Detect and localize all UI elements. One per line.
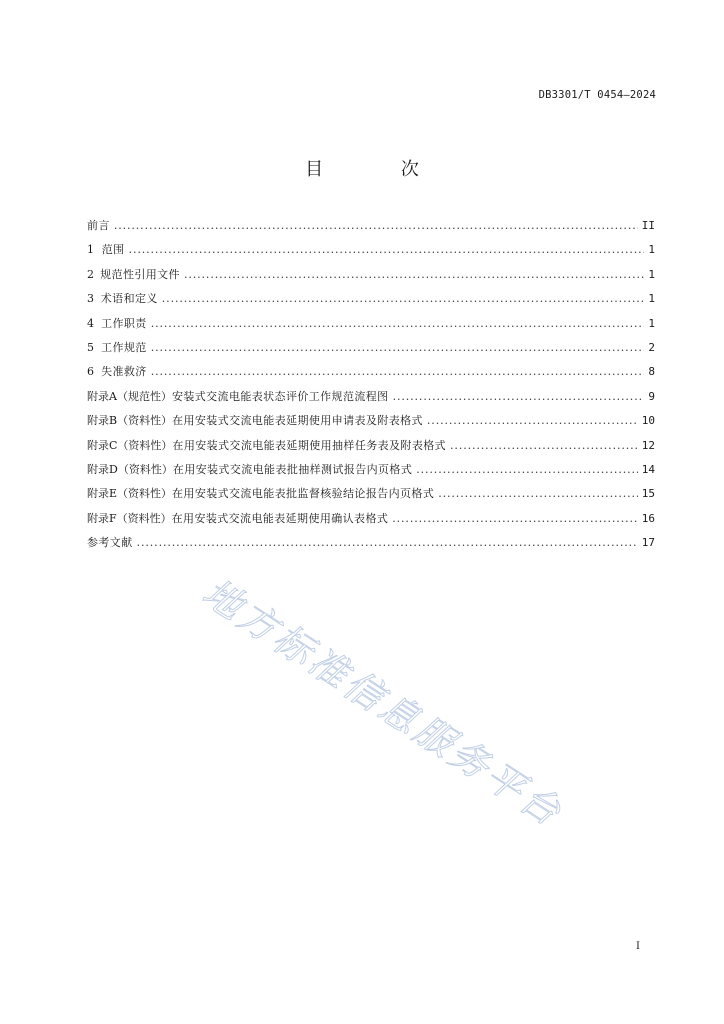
toc-entry-appendix-category: 附录B（资料性）	[87, 414, 173, 428]
dot-leader	[184, 268, 644, 281]
dot-leader	[427, 414, 638, 427]
toc-title: 目 次	[305, 159, 455, 180]
toc-entry-page: 1	[648, 243, 655, 257]
toc-entry-label: 术语和定义	[100, 292, 158, 306]
toc-entry-number: 1	[87, 243, 94, 257]
toc-entry-page: 15	[641, 487, 655, 501]
dot-leader	[129, 243, 645, 256]
table-of-contents	[87, 217, 655, 558]
toc-entry-appendix-category: 附录D（资料性）	[87, 462, 173, 476]
toc-entry-label: 前言	[87, 219, 110, 232]
toc-entry-page: II	[641, 219, 655, 232]
toc-entry-appendix-a[interactable]	[87, 388, 655, 412]
toc-entry-number: 4	[87, 316, 94, 330]
toc-entry-page: 1	[648, 292, 655, 306]
toc-entry-references[interactable]	[87, 534, 655, 558]
toc-entry-appendix-e[interactable]	[87, 485, 655, 509]
toc-entry-label: 在用安装式交流电能表延期使用确认表格式	[171, 511, 389, 525]
toc-entry-number: 6	[87, 365, 94, 379]
dot-leader	[392, 512, 638, 525]
toc-entry-page: 1	[648, 267, 655, 281]
dot-leader	[438, 487, 638, 500]
toc-entry-appendix-b[interactable]	[87, 412, 655, 436]
toc-entry-1[interactable]	[87, 241, 655, 265]
toc-entry-page: 8	[648, 365, 655, 379]
dot-leader	[450, 439, 638, 452]
toc-entry-label: 安装式交流电能表状态评价工作规范流程图	[171, 389, 389, 403]
dot-leader	[137, 536, 638, 549]
toc-entry-appendix-c[interactable]	[87, 437, 655, 461]
toc-entry-3[interactable]	[87, 290, 655, 314]
toc-entry-page: 16	[641, 511, 655, 525]
toc-entry-page: 17	[641, 536, 655, 550]
toc-entry-page: 9	[648, 389, 655, 403]
toc-entry-appendix-f[interactable]	[87, 510, 655, 534]
toc-entry-appendix-category: 附录C（资料性）	[87, 438, 173, 452]
toc-entry-page: 1	[648, 316, 655, 330]
toc-entry-2[interactable]	[87, 266, 655, 290]
watermark: 地方标准信息服务平台	[194, 570, 572, 836]
dot-leader	[162, 292, 645, 305]
dot-leader	[151, 317, 645, 330]
toc-entry-label: 范围	[101, 243, 125, 257]
toc-entry-label: 在用安装式交流电能表延期使用抽样任务表及附表格式	[172, 438, 447, 452]
toc-entry-page: 12	[641, 438, 655, 452]
toc-entry-5[interactable]	[87, 339, 655, 363]
toc-entry-number: 5	[87, 340, 94, 354]
toc-entry-label: 工作规范	[101, 340, 147, 354]
toc-entry-label: 工作职责	[101, 316, 147, 330]
toc-entry-label: 规范性引用文件	[100, 267, 180, 281]
dot-leader	[151, 341, 645, 354]
toc-entry-label: 在用安装式交流电能表批抽样测试报告内页格式	[172, 462, 413, 476]
toc-entry-number: 3	[87, 292, 94, 306]
toc-entry-foreword[interactable]	[87, 217, 655, 241]
dot-leader	[151, 365, 645, 378]
dot-leader	[393, 390, 645, 403]
toc-entry-number: 2	[87, 267, 94, 281]
dot-leader	[416, 463, 638, 476]
page-number: I	[636, 941, 640, 952]
toc-entry-label: 参考文献	[87, 536, 133, 550]
standard-code: DB3301/T 0454—2024	[538, 89, 656, 101]
toc-entry-6[interactable]	[87, 363, 655, 387]
toc-entry-label: 在用安装式交流电能表批监督核验结论报告内页格式	[172, 487, 435, 501]
toc-entry-appendix-category: 附录A（规范性）	[87, 389, 172, 403]
toc-entry-label: 失准救济	[101, 365, 147, 379]
toc-entry-page: 14	[641, 462, 655, 476]
toc-entry-appendix-d[interactable]	[87, 461, 655, 485]
toc-entry-appendix-category: 附录E（资料性）	[87, 487, 173, 501]
dot-leader	[114, 219, 638, 232]
toc-entry-page: 10	[641, 414, 655, 428]
toc-entry-4[interactable]	[87, 315, 655, 339]
toc-entry-label: 在用安装式交流电能表延期使用申请表及附表格式	[172, 414, 423, 428]
toc-entry-page: 2	[648, 340, 655, 354]
toc-entry-appendix-category: 附录F（资料性）	[87, 511, 172, 525]
